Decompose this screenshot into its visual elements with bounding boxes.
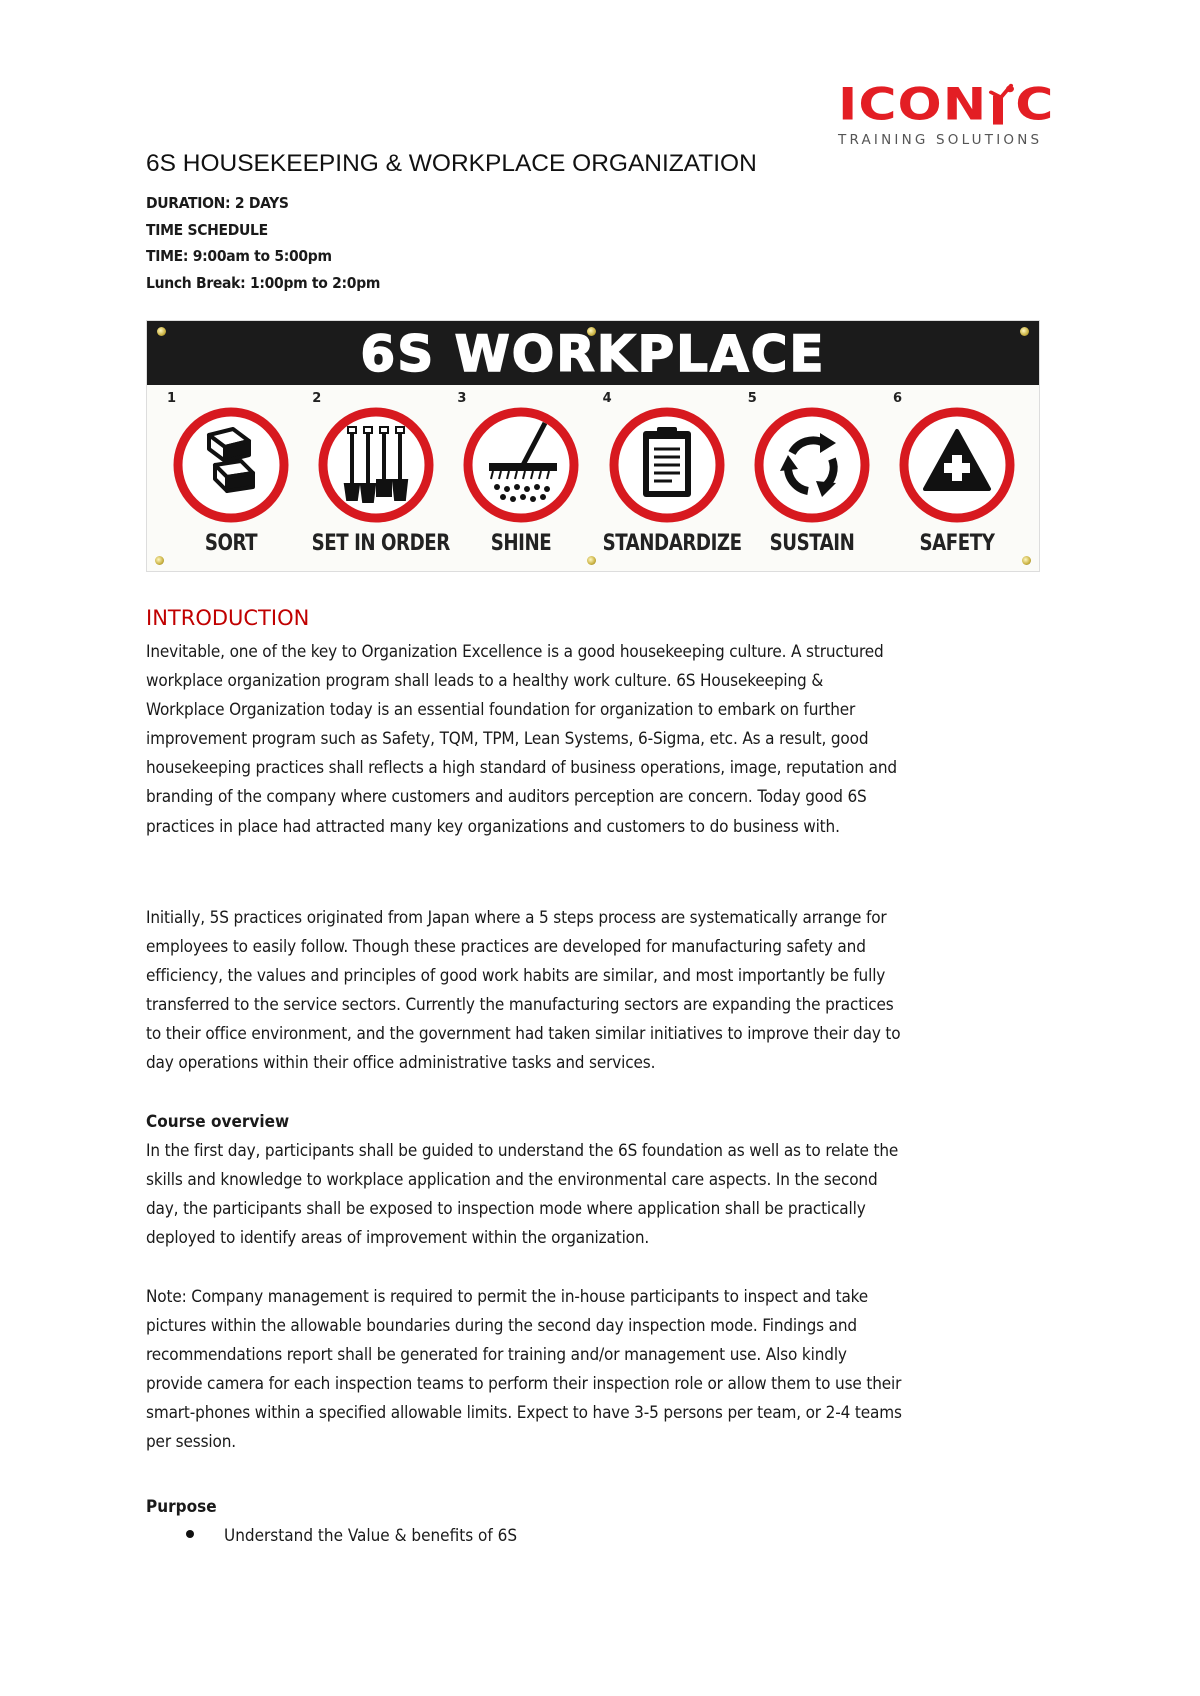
- text-line: day operations within their office administrative tasks and services.: [146, 1053, 656, 1074]
- banner-header: [147, 321, 1039, 385]
- banner-item-sort: [161, 389, 301, 556]
- text-line: Initially, 5S practices originated from Japan where a 5 steps process are systematically arrange for: [146, 908, 887, 928]
- item-number: 5: [747, 391, 757, 406]
- logo-subtitle: TRAINING SOLUTIONS: [838, 132, 1043, 148]
- item-label: SAFETY: [919, 531, 995, 556]
- time-schedule-line: TIME SCHEDULE: [146, 220, 268, 239]
- duration-line: DURATION: 2 DAYS: [146, 194, 289, 212]
- text-line: workplace organization program shall leads to a healthy work culture. 6S Housekeeping &: [146, 671, 824, 692]
- purpose-heading: Purpose: [146, 1497, 217, 1517]
- course-overview-paragraph: [146, 1137, 1066, 1253]
- text-line: to their office environment, and the government had taken similar initiatives to improve their day to: [146, 1024, 901, 1045]
- banner-items: [147, 385, 1039, 556]
- logo-word-left: ICON: [838, 79, 988, 131]
- text-line: In the first day, participants shall be guided to understand the 6S foundation as well as to relate the: [146, 1141, 899, 1161]
- text-line: deployed to identify areas of improvement within the organization.: [146, 1228, 650, 1249]
- bullet-dot-icon: [186, 1530, 194, 1538]
- banner-item-set-in-order: [306, 389, 451, 556]
- logo-wordmark: [838, 79, 1070, 131]
- banner-item-safety: [887, 389, 1027, 556]
- banner-heading: 6S WORKPLACE: [360, 325, 826, 383]
- text-line: skills and knowledge to workplace application and the environmental care aspects. In the second: [146, 1170, 878, 1191]
- introduction-paragraph-2: [146, 904, 1066, 1079]
- text-line: per session.: [146, 1432, 236, 1453]
- text-line: Inevitable, one of the key to Organization Excellence is a good housekeeping culture. A structured: [146, 642, 884, 662]
- cycle-arrows-icon: [752, 405, 872, 525]
- text-line: Note: Company management is required to permit the in-house participants to inspect and take: [146, 1287, 869, 1307]
- tools-icon: [316, 405, 436, 525]
- item-label: SUSTAIN: [769, 531, 855, 556]
- item-number: 4: [602, 391, 612, 406]
- item-number: 6: [892, 391, 902, 406]
- banner-item-standardize: [597, 389, 742, 556]
- purpose-bullet-item: [186, 1526, 517, 1546]
- document-title: 6S HOUSEKEEPING & WORKPLACE ORGANIZATION: [146, 150, 757, 177]
- item-label: SHINE: [491, 531, 552, 556]
- boxes-icon: [171, 405, 291, 525]
- item-label: SORT: [204, 531, 258, 556]
- course-overview-heading: Course overview: [146, 1112, 290, 1132]
- item-label: STANDARDIZE: [602, 531, 742, 556]
- text-line: practices in place had attracted many key organizations and customers to do business with.: [146, 816, 840, 837]
- text-line: efficiency, the values and principles of good work habits are similar, and most importantly be fully: [146, 966, 886, 987]
- grommet-icon: [1022, 556, 1031, 565]
- text-line: improvement program such as Safety, TQM, TPM, Lean Systems, 6-Sigma, etc. As a result, good: [146, 729, 869, 750]
- logo-word-right: C: [1015, 79, 1055, 131]
- course-meta: [146, 190, 380, 296]
- clipboard-icon: [607, 405, 727, 525]
- text-line: housekeeping practices shall reflects a high standard of business operations, image, reputation and: [146, 758, 897, 779]
- text-line: transferred to the service sectors. Currently the manufacturing sectors are expanding the practices: [146, 995, 894, 1016]
- time-line: TIME: 9:00am to 5:00pm: [146, 247, 332, 265]
- logo-person-i-icon: [987, 84, 1015, 127]
- grommet-icon: [155, 556, 164, 565]
- banner-item-shine: [451, 389, 591, 556]
- company-logo: [838, 80, 1070, 148]
- broom-icon: [461, 405, 581, 525]
- text-line: employees to easily follow. Though these practices are developed for manufacturing safety and: [146, 937, 866, 958]
- text-line: pictures within the allowable boundaries during the second day inspection mode. Findings and: [146, 1316, 857, 1337]
- text-line: provide camera for each inspection teams to perform their inspection role or allow them to use their: [146, 1374, 902, 1395]
- item-number: 1: [167, 391, 177, 406]
- note-paragraph: [146, 1283, 1066, 1458]
- grommet-icon: [587, 556, 596, 565]
- lunch-break-line: Lunch Break: 1:00pm to 2:0pm: [146, 273, 381, 292]
- 6s-workplace-banner: [146, 320, 1040, 572]
- warning-cross-icon: [897, 405, 1017, 525]
- banner-item-sustain: [742, 389, 882, 556]
- item-label: SET IN ORDER: [311, 531, 451, 556]
- text-line: branding of the company where customers and auditors perception are concern. Today good 6S: [146, 787, 867, 808]
- item-number: 3: [457, 391, 467, 406]
- item-number: 2: [312, 391, 322, 406]
- introduction-heading: INTRODUCTION: [146, 606, 310, 630]
- text-line: smart-phones within a specified allowable limits. Expect to have 3-5 persons per team, or 2-4 teams: [146, 1403, 902, 1424]
- introduction-paragraph-1: [146, 638, 1066, 842]
- text-line: day, the participants shall be exposed to inspection mode where application shall be practically: [146, 1199, 866, 1220]
- text-line: recommendations report shall be generated for training and/or management use. Also kindly: [146, 1345, 847, 1366]
- bullet-text: Understand the Value & benefits of 6S: [224, 1526, 518, 1546]
- text-line: Workplace Organization today is an essential foundation for organization to embark on further: [146, 700, 856, 721]
